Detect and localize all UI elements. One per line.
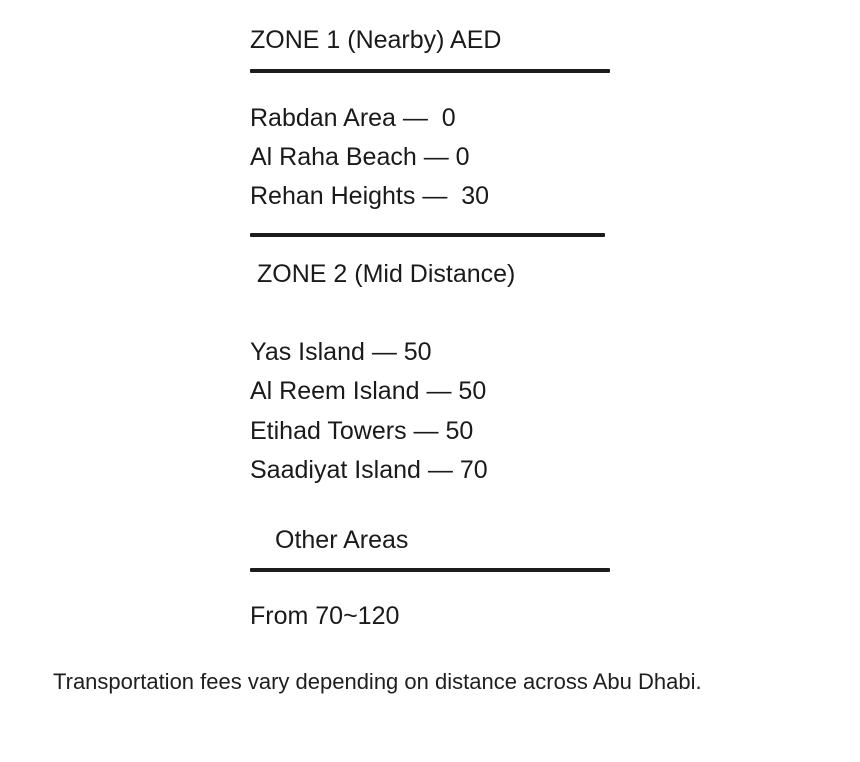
zone2-item-saadiyat: Saadiyat Island — 70 [250, 456, 488, 484]
footer-note: Transportation fees vary depending on distance across Abu Dhabi. [53, 669, 702, 694]
zone1-item-al-raha: Al Raha Beach — 0 [250, 143, 470, 171]
zone2-item-etihad: Etihad Towers — 50 [250, 417, 474, 445]
zone2-item-reem: Al Reem Island — 50 [250, 377, 487, 405]
zone2-divider [250, 233, 605, 237]
other-areas-divider [250, 568, 610, 572]
zone1-divider [250, 69, 610, 73]
zone2-item-yas: Yas Island — 50 [250, 338, 432, 366]
zone2-heading: ZONE 2 (Mid Distance) [257, 260, 516, 288]
other-areas-price: From 70~120 [250, 602, 400, 630]
zone1-item-rabdan: Rabdan Area — 0 [250, 104, 456, 132]
zone1-item-rehan: Rehan Heights — 30 [250, 182, 490, 210]
other-areas-heading: Other Areas [275, 526, 409, 554]
zone1-heading: ZONE 1 (Nearby) AED [250, 26, 502, 54]
